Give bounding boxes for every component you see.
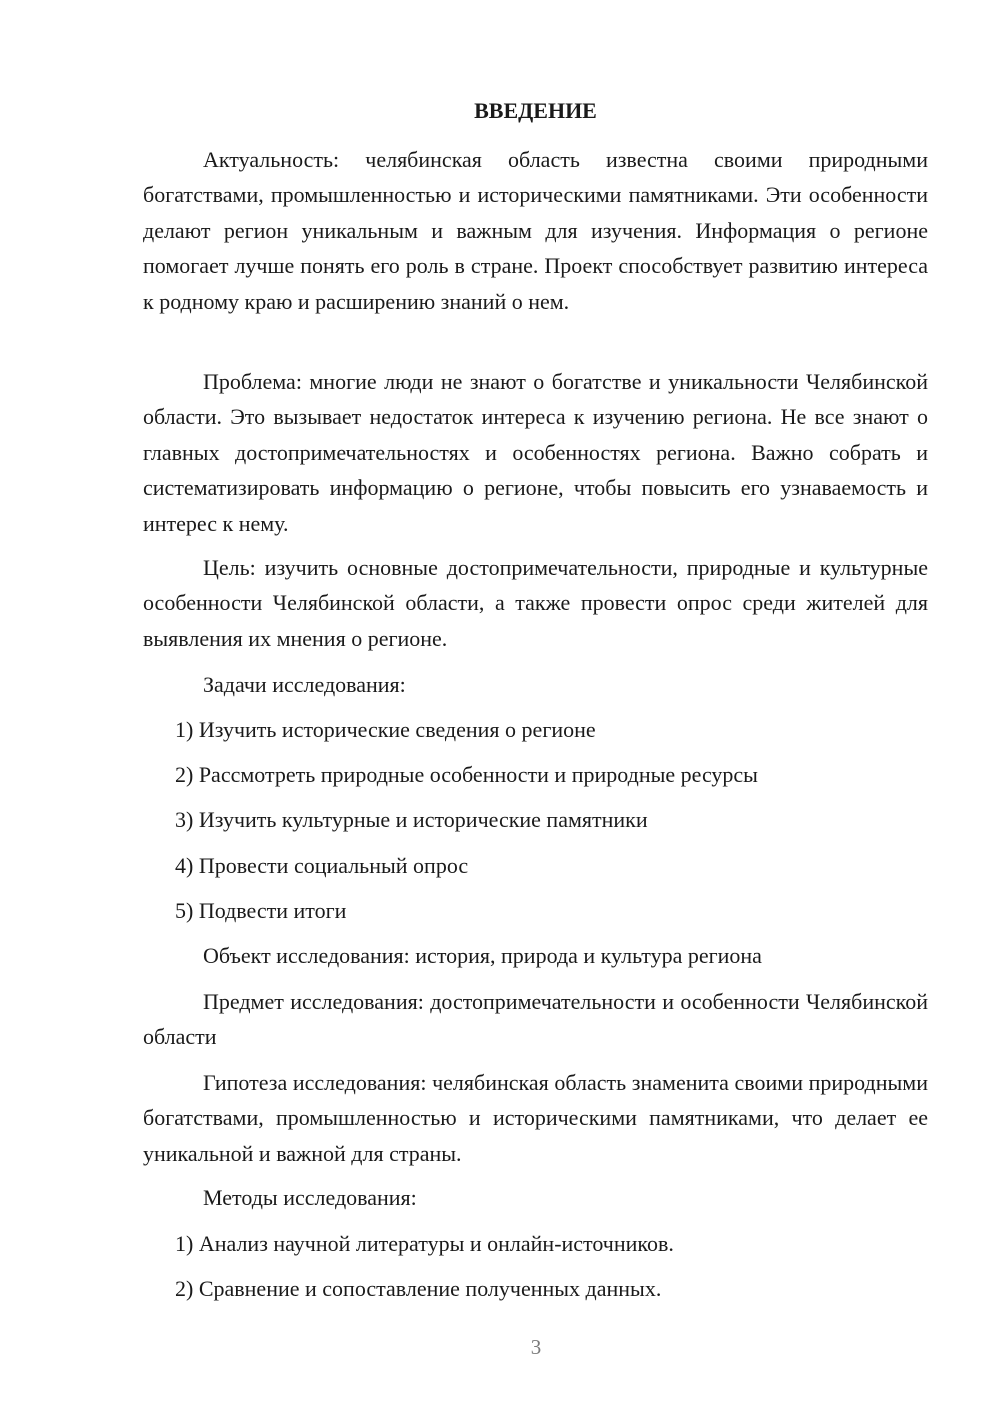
- problem-paragraph: Проблема: многие люди не знают о богатстве и уникальности Челябинской области. Это вызывает недостаток интереса к изучению региона. Не все знают о главных достопримечательностях и особенностях региона. Важно собрать и систематизировать информацию о регионе, чтобы повысить его узнаваемость и интерес к нему.: [143, 369, 928, 536]
- task-item: 2) Рассмотреть природные особенности и природные ресурсы: [175, 762, 758, 787]
- page-number: 3: [530, 1335, 542, 1359]
- subject-paragraph: Предмет исследования: достопримечательности и особенности Челябинской области: [143, 989, 928, 1050]
- task-item: 5) Подвести итоги: [175, 898, 347, 923]
- methods-heading: Методы исследования:: [203, 1185, 417, 1210]
- method-item: 1) Анализ научной литературы и онлайн-источников.: [175, 1231, 674, 1256]
- hypothesis-paragraph: Гипотеза исследования: челябинская область знаменита своими природными богатствами, промышленностью и историческими памятниками, что делает ее уникальной и важной для страны.: [143, 1070, 928, 1166]
- object-line: Объект исследования: история, природа и культура региона: [203, 943, 762, 968]
- relevance-paragraph: Актуальность: челябинская область известна своими природными богатствами, промышленностью и историческими памятниками. Эти особенности делают регион уникальным и важным для изучения. Информация о регионе помогает лучше понять его роль в стране. Проект способствует развитию интереса к родному краю и расширению знаний о нем.: [143, 147, 928, 314]
- task-item: 3) Изучить культурные и исторические памятники: [175, 807, 648, 832]
- goal-paragraph: Цель: изучить основные достопримечательности, природные и культурные особенности Челябинской области, а также провести опрос среди жителей для выявления их мнения о регионе.: [143, 555, 928, 651]
- task-item: 4) Провести социальный опрос: [175, 853, 469, 878]
- task-item: 1) Изучить исторические сведения о регионе: [175, 717, 596, 742]
- tasks-heading: Задачи исследования:: [203, 672, 406, 697]
- method-item: 2) Сравнение и сопоставление полученных данных.: [175, 1276, 662, 1301]
- section-title: ВВЕДЕНИЕ: [474, 98, 597, 123]
